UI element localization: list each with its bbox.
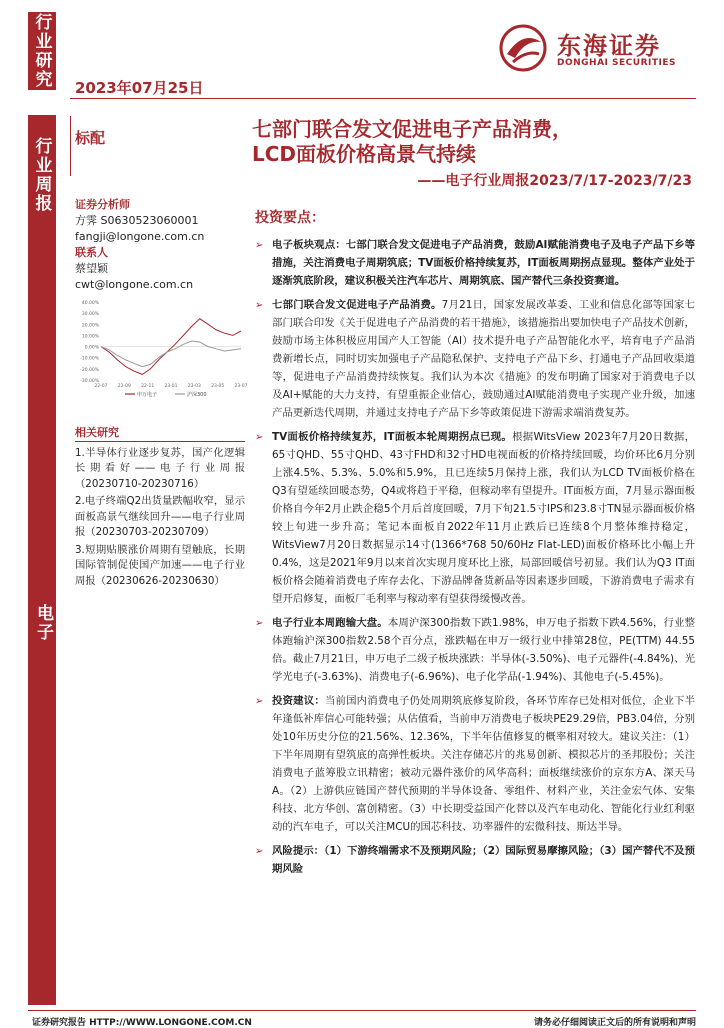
rating: 标配 bbox=[75, 129, 106, 147]
logo-english-name: DONGHAI SECURITIES bbox=[557, 58, 676, 68]
key-point-paragraph bbox=[255, 236, 695, 290]
report-date: 2023年07月25日 bbox=[75, 79, 204, 97]
paragraph-lead: 七部门联合发文促进电子产品消费。 bbox=[272, 299, 442, 311]
bullet-icon: ➢ bbox=[255, 300, 264, 311]
y-tick-label: 0.00% bbox=[84, 345, 99, 351]
x-tick-label: 22-07 bbox=[94, 384, 108, 389]
performance-chart bbox=[75, 298, 248, 398]
y-tick-label: 10.00% bbox=[81, 334, 99, 340]
report-type-tab bbox=[28, 115, 56, 235]
rating-divider bbox=[70, 116, 71, 176]
footer-disclaimer: 请务必仔细阅读正文后的所有说明和声明 bbox=[533, 1018, 696, 1028]
category-tab bbox=[28, 12, 56, 90]
report-title bbox=[252, 117, 692, 167]
header-divider bbox=[70, 98, 696, 99]
logo-chinese-name: 东海证券 bbox=[557, 32, 661, 60]
sector-tab-label: 电子 bbox=[33, 604, 53, 642]
key-point-paragraph bbox=[255, 842, 695, 878]
key-points-label: 投资要点： bbox=[255, 210, 325, 226]
title-line-1: 七部门联合发文促进电子产品消费， bbox=[252, 117, 572, 141]
contact-name: 蔡望颖 bbox=[75, 262, 108, 275]
report-type-tab-label: 行业周报 bbox=[31, 137, 52, 213]
paragraph-lead: 投资建议： bbox=[272, 695, 325, 707]
y-tick-label: 40.00% bbox=[81, 301, 99, 306]
bullet-icon: ➢ bbox=[255, 846, 264, 857]
contact-email[interactable]: cwt@longone.com.cn bbox=[75, 278, 194, 291]
category-tab-label: 行业研究 bbox=[31, 13, 52, 89]
related-item[interactable]: 3.短期贴膜涨价周期有望触底，长期国际管制促使国产加速——电子行业周报（20230626-20230630） bbox=[75, 543, 245, 587]
key-point-paragraph bbox=[255, 614, 695, 686]
x-tick-label: 23-07 bbox=[234, 384, 248, 389]
analyst-name: 方霁 S0630523060001 bbox=[75, 214, 199, 227]
x-tick-label: 23-03 bbox=[187, 384, 201, 389]
analyst-email[interactable]: fangji@longone.com.cn bbox=[75, 230, 205, 243]
series-line-2 bbox=[101, 341, 241, 367]
x-tick-label: 22-09 bbox=[117, 384, 131, 389]
bullet-icon: ➢ bbox=[255, 240, 264, 251]
related-item[interactable]: 2.电子终端Q2出货量跌幅收窄，显示面板高景气继续回升——电子行业周报（20230703-20230709） bbox=[75, 495, 245, 538]
x-tick-label: 22-11 bbox=[141, 384, 155, 389]
paragraph-text: 7月21日，国家发展改革委、工业和信息化部等国家七部门联合印发《关于促进电子产品消费的若干措施》，该措施指出要加快电子产品技术创新，鼓励市场主体积极应用国产人工智能（AI）技术提升电子产品智能化水平，培育电子产品消费新增长点，同时切实加强电子产品隐私保护、支持电子产品下乡、打通电子产品回收渠道等，促进电子产品消费持续恢复。我们认为本次《措施》的发布明确了国家对于消费电子以及AI+赋能的大力支持，有望重振企业信心，鼓励通过AI赋能消费电子实现产业升级，加速产品更新迭代周期，并通过支持电子产品下乡等政策促进下游需求端消费复苏。 bbox=[272, 299, 695, 419]
y-tick-label: 30.00% bbox=[81, 312, 99, 318]
bullet-icon: ➢ bbox=[255, 696, 264, 707]
key-point-paragraph bbox=[255, 296, 695, 422]
y-tick-label: -10.00% bbox=[80, 356, 99, 362]
y-tick-label: -30.00% bbox=[80, 379, 99, 384]
related-research bbox=[75, 425, 245, 589]
paragraph-text: 根据WitsView 2023年7月20日数据，65寸QHD、55寸QHD、43寸FHD和32寸HD电视面板的价格持续回暖，均价环比6月分别上涨4.5%、5.3%、5.0%和5.9%，且已连续5月保持上涨，我们认为LCD TV面板价格在Q3有望延续回暖态势，Q4或将趋于平稳，但稼动率有望提升。IT面板方面，7月显示器面板价格自今年2月止跌企稳5个月后首度回暖，7月下旬21.5寸IPS和23.8寸TN显示器面板价格较上旬进一步升高；笔记本面板自2022年11月止跌后已连续8个月整体维持稳定，WitsView7月20日数据显示14寸(1366*768 50/60Hz Flat-LED)面板价格环比小幅上升0.4%，这是2021年9月以来首次实现月度环比上涨，局部回暖信号初显。我们认为Q3 IT面板价格会随着消费电子库存去化、下游品牌备货新品等因素逐步回暖，下游消费电子需求有望开启修复，面板厂毛利率与稼动率有望获得缓慢改善。 bbox=[272, 431, 695, 605]
contact-label: 联系人 bbox=[75, 246, 108, 259]
x-tick-label: 23-01 bbox=[164, 384, 178, 389]
company-logo bbox=[495, 20, 695, 80]
footer-website[interactable]: 证券研究报告 HTTP://WWW.LONGONE.COM.CN bbox=[32, 1018, 252, 1028]
analyst-info bbox=[75, 197, 245, 293]
paragraph-lead: 风险提示：（1）下游终端需求不及预期风险；（2）国际贸易摩擦风险；（3）国产替代不及预期风险 bbox=[272, 845, 695, 875]
footer-divider bbox=[28, 1010, 696, 1011]
key-points-body bbox=[255, 236, 695, 884]
related-label: 相关研究 bbox=[75, 425, 245, 442]
bullet-icon: ➢ bbox=[255, 618, 264, 629]
paragraph-text: 当前国内消费电子仍处周期筑底修复阶段，各环节库存已处相对低位，企业下半年逢低补库信心可能转强；从估值看，当前申万消费电子板块PE29.29倍，PB3.04倍，分别处10年历史分位的21.56%、12.36%，下半年估值修复的概率相对较大。建议关注：（1）下半年周期有望筑底的高弹性板块。关注存储芯片的兆易创新、模拟芯片的圣邦股份；关注消费电子蓝筹股立讯精密；被动元器件涨价的风华高科；面板继续涨价的京东方A、深天马A。（2）上游供应链国产替代预期的半导体设备、零组件、材料产业，关注金宏气体、安集科技、北方华创、富创精密。（3）中长期受益国产化替以及汽车电动化、智能化行业红利驱动的汽车电子，可以关注MCU的国芯科技、功率器件的宏微科技、斯达半导。 bbox=[272, 695, 696, 833]
y-tick-label: 20.00% bbox=[81, 323, 99, 329]
logo-emblem-icon bbox=[495, 20, 551, 76]
sector-tab bbox=[28, 235, 56, 1005]
x-tick-label: 23-05 bbox=[211, 384, 225, 389]
report-subtitle: ——电子行业周报2023/7/17-2023/7/23 bbox=[417, 173, 692, 189]
legend-label: 沪深300 bbox=[187, 392, 207, 398]
y-tick-label: -20.00% bbox=[80, 367, 99, 373]
paragraph-lead: 电子行业本周跑输大盘。 bbox=[272, 617, 388, 629]
bullet-icon: ➢ bbox=[255, 432, 264, 443]
analyst-label: 证券分析师 bbox=[75, 198, 130, 211]
paragraph-text: 本周沪深300指数下跌1.98%，申万电子指数下跌4.56%，行业整体跑输沪深300指数2.58个百分点，涨跌幅在申万一级行业中排第28位，PE(TTM) 44.55倍。截止7月21日，申万电子二级子板块涨跌：半导体(-3.50%)、电子元器件(-4.84%)、光学光电子(-3.63%)、消费电子(-6.96%)、电子化学品(-1.94%)、其他电子(-5.45%)。 bbox=[272, 617, 696, 683]
legend-label: 申万电子 bbox=[137, 392, 158, 398]
related-item[interactable]: 1.半导体行业逐步复苏，国产化逻辑长期看好——电子行业周报（20230710-20230716） bbox=[75, 446, 245, 490]
title-line-2: LCD面板价格高景气持续 bbox=[252, 142, 477, 166]
key-point-paragraph bbox=[255, 692, 695, 836]
paragraph-lead: 电子板块观点：七部门联合发文促进电子产品消费，鼓励AI赋能消费电子及电子产品下乡等措施，关注消费电子周期筑底；TV面板价格持续复苏，IT面板周期拐点显现。整体产业处于逐渐筑底阶段，建议积极关注汽车芯片、周期筑底、国产替代三条投资赛道。 bbox=[272, 239, 695, 287]
key-point-paragraph bbox=[255, 428, 695, 608]
paragraph-lead: TV面板价格持续复苏，IT面板本轮周期拐点已现。 bbox=[272, 431, 513, 443]
